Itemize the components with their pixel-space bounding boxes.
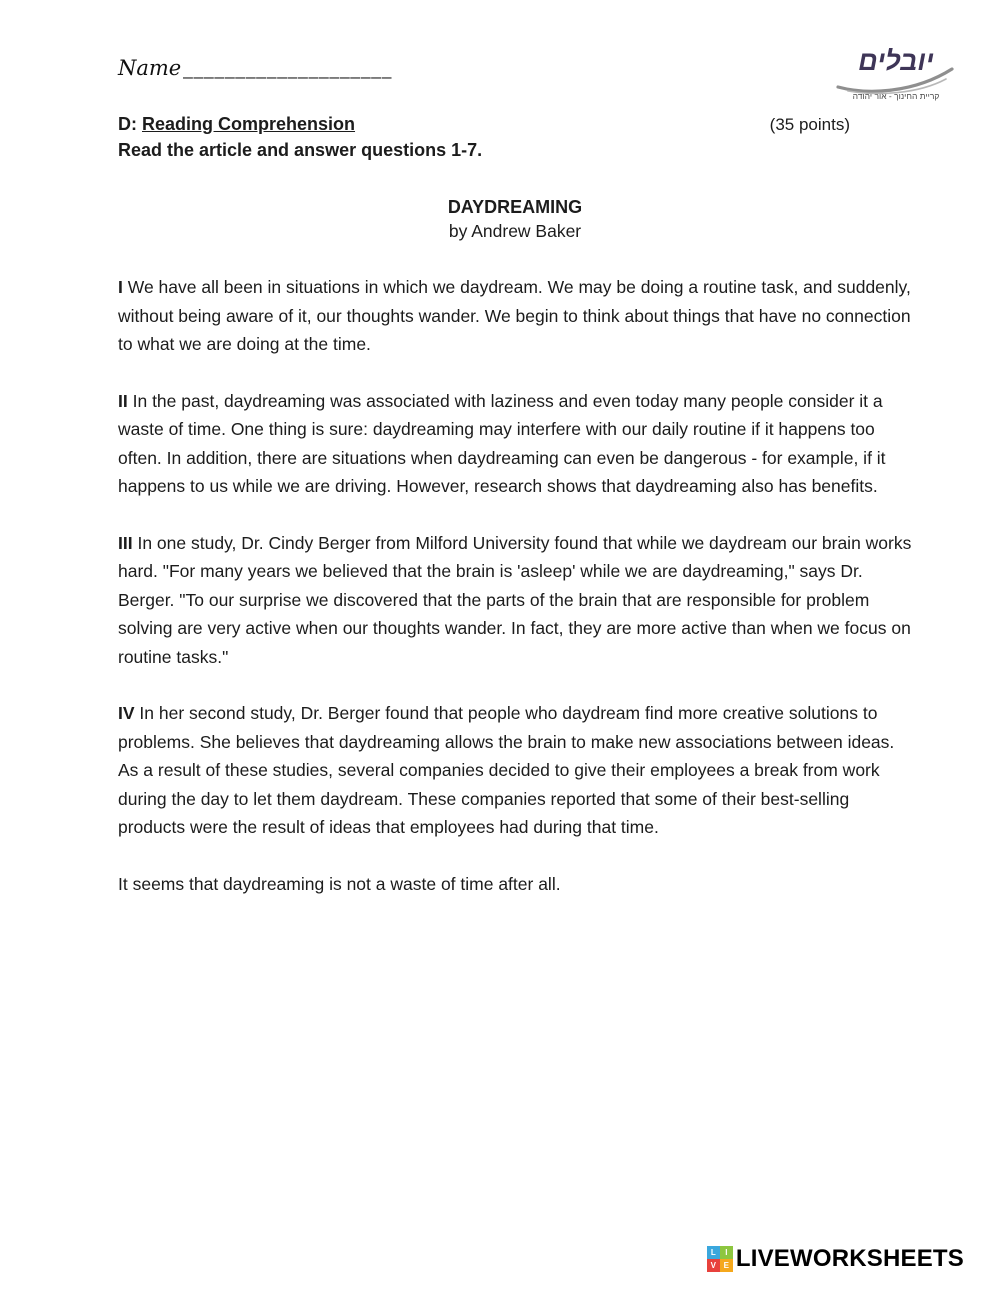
liveworksheets-branding[interactable]	[707, 1245, 964, 1273]
liveworksheets-icon-letter-l: L	[707, 1246, 720, 1259]
paragraph-4-text: In her second study, Dr. Berger found that people who daydream find more creative solutions to problems. She believes that daydreaming allows the brain to make new associations between ideas. As a result of these studies, several companies decided to give their employees a break from work during the day to let them daydream. These companies reported that some of their best-selling products were the result of ideas that employees had during that time.	[118, 703, 895, 837]
name-label: Name	[118, 56, 182, 80]
instructions: Read the article and answer questions 1-7.	[118, 140, 483, 160]
school-logo-hebrew-title: יובלים	[858, 46, 934, 76]
paragraph-4-numeral: IV	[118, 703, 135, 723]
school-logo-subtitle: קריית החינוך - אור יהודה	[852, 91, 940, 101]
paragraph-1-numeral: I	[118, 277, 123, 297]
paragraph-1-text: We have all been in situations in which we daydream. We may be doing a routine task, and suddenly, without being aware of it, our thoughts wander. We begin to think about things that have no connection to what we are doing at the time.	[118, 277, 911, 354]
liveworksheets-icon	[707, 1246, 733, 1272]
paragraph-2-text: In the past, daydreaming was associated with laziness and even today many people consider it a waste of time. One thing is sure: daydreaming may interfere with our daily routine if it happens too often. In addition, there are situations when daydreaming can even be dangerous - for example, if it happens to us while we are driving. However, research shows that daydreaming also has benefits.	[118, 390, 886, 496]
document-content	[118, 0, 912, 926]
name-blank-line[interactable]: ____________________	[183, 60, 393, 79]
section-heading	[118, 114, 355, 135]
section-row	[118, 114, 912, 135]
paragraph-1	[118, 273, 912, 359]
paragraph-3-numeral: III	[118, 532, 133, 553]
paragraph-3	[118, 529, 912, 672]
liveworksheets-wordmark: LIVEWORKSHEETS	[735, 1245, 964, 1272]
article-title: DAYDREAMING	[447, 197, 583, 217]
paragraph-2-numeral: II	[118, 390, 128, 411]
liveworksheets-icon-letter-v: V	[707, 1259, 720, 1272]
paragraph-3-text: In one study, Dr. Cindy Berger from Milford University found that while we daydream our brain works hard. "For many years we believed that the brain is 'asleep' while we are daydreaming," says Dr. Berger. "To our surprise we discovered that the parts of the brain that are responsible for problem solving are very active when our thoughts wander. In fact, they are more active than when we focus on routine tasks."	[118, 532, 912, 667]
section-prefix: D:	[118, 114, 142, 134]
article-body	[118, 273, 912, 898]
liveworksheets-icon-letter-e: E	[720, 1259, 733, 1272]
points-label: (35 points)	[769, 115, 850, 134]
school-logo	[830, 48, 962, 101]
article-byline: by Andrew Baker	[448, 221, 582, 241]
section-title: Reading Comprehension	[142, 114, 356, 134]
paragraph-2	[118, 387, 912, 501]
liveworksheets-icon-letter-i: I	[720, 1246, 733, 1259]
closing-sentence: It seems that daydreaming is not a waste of time after all.	[118, 873, 561, 894]
name-row	[118, 56, 912, 80]
paragraph-4	[118, 699, 912, 842]
